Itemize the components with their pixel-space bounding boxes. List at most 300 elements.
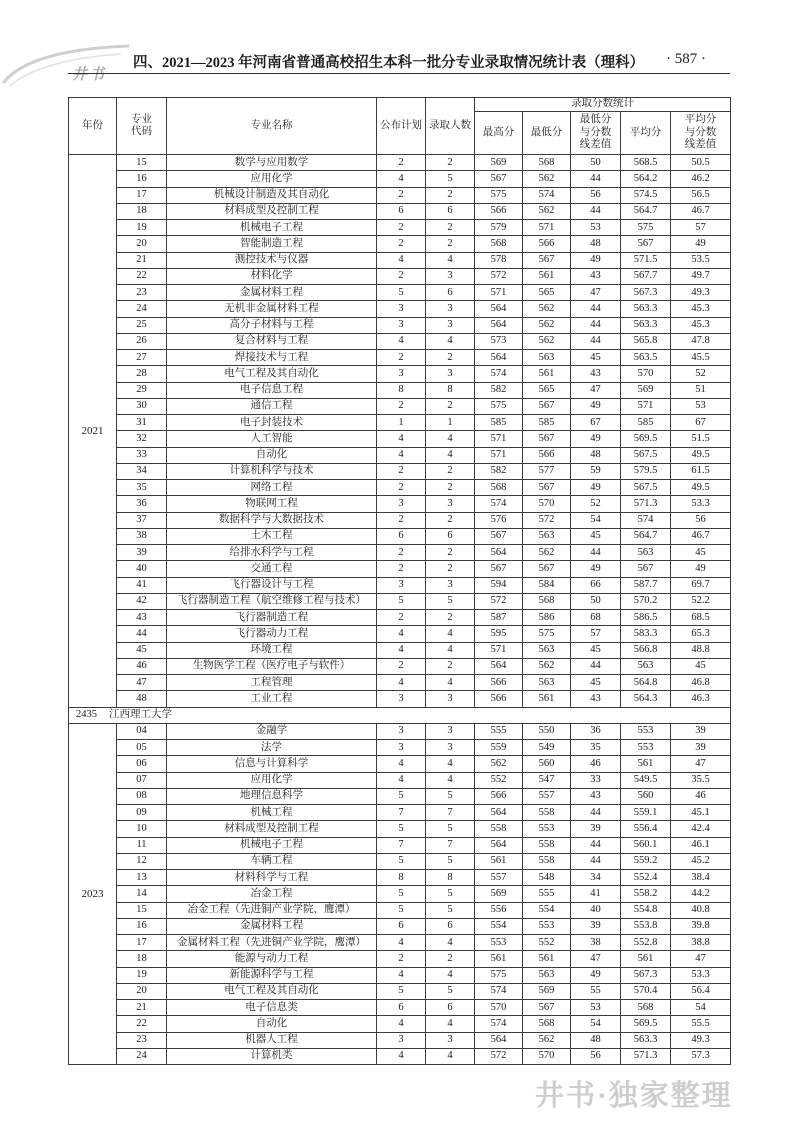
major-code-cell: 12 <box>117 853 167 869</box>
table-body <box>69 155 731 1065</box>
header-major-name: 专业名称 <box>167 98 377 155</box>
avg-score-diff-cell: 51 <box>671 382 731 398</box>
admitted-count-cell: 3 <box>426 691 475 707</box>
major-code-cell: 19 <box>117 967 167 983</box>
plan-count-cell: 8 <box>377 870 426 886</box>
max-score-cell: 575 <box>475 967 523 983</box>
avg-score-diff-cell: 46.8 <box>671 675 731 691</box>
avg-score-diff-cell: 56.4 <box>671 983 731 999</box>
table-row <box>69 431 731 447</box>
max-score-cell: 574 <box>475 366 523 382</box>
major-name-cell: 交通工程 <box>167 561 377 577</box>
admitted-count-cell: 2 <box>426 350 475 366</box>
avg-score-cell: 561 <box>621 951 671 967</box>
table-row <box>69 593 731 609</box>
min-score-cell: 562 <box>523 203 571 219</box>
major-code-cell: 48 <box>117 691 167 707</box>
avg-score-cell: 586.5 <box>621 610 671 626</box>
table-row <box>69 691 731 707</box>
min-score-diff-cell: 56 <box>571 187 621 203</box>
min-score-cell: 566 <box>523 447 571 463</box>
plan-count-cell: 2 <box>377 268 426 284</box>
major-code-cell: 43 <box>117 610 167 626</box>
max-score-cell: 566 <box>475 675 523 691</box>
avg-score-diff-cell: 44.2 <box>671 886 731 902</box>
plan-count-cell: 2 <box>377 480 426 496</box>
plan-count-cell: 3 <box>377 1032 426 1048</box>
major-code-cell: 29 <box>117 382 167 398</box>
avg-score-diff-cell: 45 <box>671 658 731 674</box>
major-name-cell: 电子信息类 <box>167 1000 377 1016</box>
major-name-cell: 物联网工程 <box>167 496 377 512</box>
avg-score-diff-cell: 57.3 <box>671 1048 731 1064</box>
min-score-diff-cell: 47 <box>571 285 621 301</box>
avg-score-diff-cell: 35.5 <box>671 772 731 788</box>
min-score-diff-cell: 43 <box>571 691 621 707</box>
avg-score-diff-cell: 55.5 <box>671 1016 731 1032</box>
min-score-diff-cell: 44 <box>571 658 621 674</box>
avg-score-diff-cell: 53.5 <box>671 252 731 268</box>
major-code-cell: 45 <box>117 642 167 658</box>
header-plan: 公布计划 <box>377 98 426 155</box>
max-score-cell: 561 <box>475 951 523 967</box>
min-score-diff-cell: 36 <box>571 723 621 739</box>
university-name: 江西理工大学 <box>109 709 172 721</box>
avg-score-diff-cell: 42.4 <box>671 821 731 837</box>
table-row <box>69 496 731 512</box>
min-score-diff-cell: 56 <box>571 1048 621 1064</box>
min-score-diff-cell: 44 <box>571 203 621 219</box>
avg-score-diff-cell: 46.7 <box>671 528 731 544</box>
admitted-count-cell: 2 <box>426 220 475 236</box>
min-score-diff-cell: 46 <box>571 756 621 772</box>
major-name-cell: 给排水科学与工程 <box>167 545 377 561</box>
min-score-cell: 555 <box>523 886 571 902</box>
avg-score-diff-cell: 53.3 <box>671 496 731 512</box>
plan-count-cell: 3 <box>377 723 426 739</box>
min-score-diff-cell: 39 <box>571 918 621 934</box>
avg-score-diff-cell: 45.1 <box>671 805 731 821</box>
max-score-cell: 582 <box>475 463 523 479</box>
max-score-cell: 564 <box>475 545 523 561</box>
major-code-cell: 18 <box>117 203 167 219</box>
admitted-count-cell: 4 <box>426 772 475 788</box>
major-name-cell: 数学与应用数学 <box>167 155 377 171</box>
max-score-cell: 568 <box>475 236 523 252</box>
avg-score-diff-cell: 56.5 <box>671 187 731 203</box>
avg-score-cell: 554.8 <box>621 902 671 918</box>
major-code-cell: 39 <box>117 545 167 561</box>
avg-score-cell: 563.5 <box>621 350 671 366</box>
min-score-cell: 547 <box>523 772 571 788</box>
plan-count-cell: 2 <box>377 951 426 967</box>
table-row <box>69 918 731 934</box>
avg-score-diff-cell: 69.7 <box>671 577 731 593</box>
admitted-count-cell: 3 <box>426 723 475 739</box>
avg-score-cell: 552.4 <box>621 870 671 886</box>
max-score-cell: 574 <box>475 1016 523 1032</box>
plan-count-cell: 4 <box>377 675 426 691</box>
major-code-cell: 21 <box>117 252 167 268</box>
max-score-cell: 564 <box>475 1032 523 1048</box>
plan-count-cell: 2 <box>377 398 426 414</box>
avg-score-cell: 568 <box>621 1000 671 1016</box>
avg-score-diff-cell: 49.7 <box>671 268 731 284</box>
major-code-cell: 06 <box>117 756 167 772</box>
table-row <box>69 463 731 479</box>
admitted-count-cell: 4 <box>426 252 475 268</box>
avg-score-diff-cell: 38.4 <box>671 870 731 886</box>
max-score-cell: 569 <box>475 155 523 171</box>
major-name-cell: 通信工程 <box>167 398 377 414</box>
admitted-count-cell: 3 <box>426 577 475 593</box>
min-score-cell: 569 <box>523 983 571 999</box>
major-code-cell: 24 <box>117 1048 167 1064</box>
avg-score-cell: 553 <box>621 740 671 756</box>
max-score-cell: 574 <box>475 983 523 999</box>
min-score-diff-cell: 54 <box>571 1016 621 1032</box>
major-name-cell: 电气工程及其自动化 <box>167 983 377 999</box>
major-code-cell: 09 <box>117 805 167 821</box>
max-score-cell: 562 <box>475 756 523 772</box>
min-score-cell: 570 <box>523 1048 571 1064</box>
admitted-count-cell: 5 <box>426 788 475 804</box>
min-score-cell: 586 <box>523 610 571 626</box>
max-score-cell: 558 <box>475 821 523 837</box>
avg-score-cell: 569.5 <box>621 431 671 447</box>
major-name-cell: 自动化 <box>167 447 377 463</box>
avg-score-diff-cell: 49.3 <box>671 1032 731 1048</box>
major-code-cell: 40 <box>117 561 167 577</box>
avg-score-cell: 560.1 <box>621 837 671 853</box>
major-name-cell: 金属材料工程 <box>167 918 377 934</box>
min-score-diff-cell: 44 <box>571 853 621 869</box>
major-code-cell: 20 <box>117 983 167 999</box>
max-score-cell: 564 <box>475 350 523 366</box>
table-row <box>69 837 731 853</box>
major-name-cell: 飞行器设计与工程 <box>167 577 377 593</box>
table-row <box>69 285 731 301</box>
major-code-cell: 22 <box>117 268 167 284</box>
major-code-cell: 25 <box>117 317 167 333</box>
major-code-cell: 38 <box>117 528 167 544</box>
min-score-diff-cell: 41 <box>571 886 621 902</box>
table-row <box>69 220 731 236</box>
min-score-cell: 558 <box>523 853 571 869</box>
plan-count-cell: 2 <box>377 463 426 479</box>
table-row <box>69 301 731 317</box>
major-name-cell: 飞行器制造工程（航空维修工程与技术） <box>167 593 377 609</box>
min-score-diff-cell: 44 <box>571 805 621 821</box>
major-code-cell: 28 <box>117 366 167 382</box>
max-score-cell: 567 <box>475 528 523 544</box>
avg-score-cell: 570.2 <box>621 593 671 609</box>
avg-score-diff-cell: 65.3 <box>671 626 731 642</box>
major-code-cell: 05 <box>117 740 167 756</box>
max-score-cell: 561 <box>475 853 523 869</box>
avg-score-cell: 567.3 <box>621 967 671 983</box>
header-row <box>69 98 731 112</box>
table-row <box>69 561 731 577</box>
avg-score-diff-cell: 54 <box>671 1000 731 1016</box>
min-score-cell: 563 <box>523 675 571 691</box>
major-name-cell: 无机非金属材料工程 <box>167 301 377 317</box>
avg-score-diff-cell: 51.5 <box>671 431 731 447</box>
admitted-count-cell: 4 <box>426 626 475 642</box>
plan-count-cell: 3 <box>377 366 426 382</box>
table-row <box>69 610 731 626</box>
plan-count-cell: 4 <box>377 756 426 772</box>
avg-score-diff-cell: 47 <box>671 756 731 772</box>
max-score-cell: 570 <box>475 1000 523 1016</box>
avg-score-diff-cell: 46.7 <box>671 203 731 219</box>
table-row <box>69 805 731 821</box>
min-score-cell: 561 <box>523 268 571 284</box>
plan-count-cell: 6 <box>377 918 426 934</box>
major-name-cell: 车辆工程 <box>167 853 377 869</box>
min-score-cell: 568 <box>523 1016 571 1032</box>
min-score-cell: 567 <box>523 480 571 496</box>
major-name-cell: 高分子材料与工程 <box>167 317 377 333</box>
major-name-cell: 工程管理 <box>167 675 377 691</box>
admitted-count-cell: 3 <box>426 268 475 284</box>
table-row <box>69 398 731 414</box>
plan-count-cell: 2 <box>377 610 426 626</box>
max-score-cell: 582 <box>475 382 523 398</box>
major-name-cell: 材料化学 <box>167 268 377 284</box>
admitted-count-cell: 4 <box>426 1048 475 1064</box>
min-score-diff-cell: 40 <box>571 902 621 918</box>
admitted-count-cell: 4 <box>426 1016 475 1032</box>
admitted-count-cell: 2 <box>426 480 475 496</box>
major-code-cell: 42 <box>117 593 167 609</box>
admitted-count-cell: 4 <box>426 642 475 658</box>
plan-count-cell: 2 <box>377 155 426 171</box>
max-score-cell: 571 <box>475 285 523 301</box>
table-row <box>69 236 731 252</box>
admitted-count-cell: 6 <box>426 203 475 219</box>
table-row <box>69 642 731 658</box>
major-name-cell: 冶金工程 <box>167 886 377 902</box>
avg-score-diff-cell: 52.2 <box>671 593 731 609</box>
admitted-count-cell: 5 <box>426 593 475 609</box>
admitted-count-cell: 5 <box>426 902 475 918</box>
max-score-cell: 595 <box>475 626 523 642</box>
avg-score-cell: 564.7 <box>621 528 671 544</box>
major-name-cell: 能源与动力工程 <box>167 951 377 967</box>
min-score-cell: 550 <box>523 723 571 739</box>
major-code-cell: 07 <box>117 772 167 788</box>
brand-logo: 井书 <box>72 67 107 83</box>
min-score-diff-cell: 44 <box>571 301 621 317</box>
max-score-cell: 567 <box>475 561 523 577</box>
plan-count-cell: 4 <box>377 431 426 447</box>
avg-score-cell: 559.2 <box>621 853 671 869</box>
min-score-cell: 553 <box>523 918 571 934</box>
min-score-diff-cell: 67 <box>571 415 621 431</box>
min-score-diff-cell: 49 <box>571 252 621 268</box>
avg-score-cell: 571.3 <box>621 496 671 512</box>
admission-stats-table <box>68 97 731 1065</box>
admitted-count-cell: 6 <box>426 1000 475 1016</box>
table-row <box>69 350 731 366</box>
min-score-cell: 568 <box>523 593 571 609</box>
brand-swoosh-icon <box>0 36 140 92</box>
min-score-diff-cell: 48 <box>571 236 621 252</box>
avg-score-cell: 567.3 <box>621 285 671 301</box>
min-score-cell: 567 <box>523 431 571 447</box>
min-score-cell: 577 <box>523 463 571 479</box>
table-row <box>69 675 731 691</box>
min-score-diff-cell: 49 <box>571 967 621 983</box>
avg-score-diff-cell: 38.8 <box>671 935 731 951</box>
plan-count-cell: 3 <box>377 740 426 756</box>
avg-score-diff-cell: 39.8 <box>671 918 731 934</box>
max-score-cell: 566 <box>475 691 523 707</box>
table-row <box>69 1032 731 1048</box>
max-score-cell: 566 <box>475 788 523 804</box>
major-code-cell: 11 <box>117 837 167 853</box>
min-score-diff-cell: 49 <box>571 431 621 447</box>
major-name-cell: 新能源科学与工程 <box>167 967 377 983</box>
avg-score-cell: 574.5 <box>621 187 671 203</box>
table-row <box>69 723 731 739</box>
avg-score-diff-cell: 49.3 <box>671 285 731 301</box>
table-row <box>69 951 731 967</box>
avg-score-cell: 585 <box>621 415 671 431</box>
avg-score-cell: 553 <box>621 723 671 739</box>
avg-score-diff-cell: 39 <box>671 723 731 739</box>
table-row <box>69 480 731 496</box>
major-code-cell: 23 <box>117 1032 167 1048</box>
avg-score-diff-cell: 46 <box>671 788 731 804</box>
table-row <box>69 415 731 431</box>
max-score-cell: 573 <box>475 333 523 349</box>
major-name-cell: 机械电子工程 <box>167 220 377 236</box>
max-score-cell: 579 <box>475 220 523 236</box>
major-name-cell: 机械设计制造及其自动化 <box>167 187 377 203</box>
table-row <box>69 268 731 284</box>
min-score-cell: 562 <box>523 1032 571 1048</box>
avg-score-cell: 561 <box>621 756 671 772</box>
admitted-count-cell: 2 <box>426 545 475 561</box>
min-score-diff-cell: 34 <box>571 870 621 886</box>
min-score-diff-cell: 48 <box>571 1032 621 1048</box>
avg-score-diff-cell: 49.5 <box>671 447 731 463</box>
major-name-cell: 网络工程 <box>167 480 377 496</box>
plan-count-cell: 2 <box>377 220 426 236</box>
max-score-cell: 572 <box>475 1048 523 1064</box>
min-score-diff-cell: 49 <box>571 480 621 496</box>
avg-score-cell: 563.3 <box>621 1032 671 1048</box>
plan-count-cell: 4 <box>377 642 426 658</box>
min-score-diff-cell: 35 <box>571 740 621 756</box>
min-score-cell: 572 <box>523 512 571 528</box>
admitted-count-cell: 3 <box>426 366 475 382</box>
admitted-count-cell: 2 <box>426 610 475 626</box>
avg-score-cell: 564.3 <box>621 691 671 707</box>
major-code-cell: 37 <box>117 512 167 528</box>
admitted-count-cell: 4 <box>426 447 475 463</box>
major-name-cell: 信息与计算科学 <box>167 756 377 772</box>
min-score-diff-cell: 68 <box>571 610 621 626</box>
major-name-cell: 人工智能 <box>167 431 377 447</box>
major-code-cell: 27 <box>117 350 167 366</box>
table-row <box>69 528 731 544</box>
avg-score-diff-cell: 57 <box>671 220 731 236</box>
major-code-cell: 20 <box>117 236 167 252</box>
major-name-cell: 计算机类 <box>167 1048 377 1064</box>
min-score-diff-cell: 47 <box>571 951 621 967</box>
max-score-cell: 567 <box>475 171 523 187</box>
admitted-count-cell: 3 <box>426 317 475 333</box>
table-row <box>69 252 731 268</box>
major-code-cell: 08 <box>117 788 167 804</box>
avg-score-cell: 571.3 <box>621 1048 671 1064</box>
avg-score-diff-cell: 67 <box>671 415 731 431</box>
plan-count-cell: 7 <box>377 805 426 821</box>
major-code-cell: 34 <box>117 463 167 479</box>
max-score-cell: 564 <box>475 301 523 317</box>
min-score-cell: 571 <box>523 220 571 236</box>
admitted-count-cell: 4 <box>426 935 475 951</box>
admitted-count-cell: 4 <box>426 967 475 983</box>
avg-score-cell: 566.8 <box>621 642 671 658</box>
table-row <box>69 821 731 837</box>
avg-score-cell: 568.5 <box>621 155 671 171</box>
plan-count-cell: 2 <box>377 545 426 561</box>
min-score-diff-cell: 45 <box>571 350 621 366</box>
table-row <box>69 967 731 983</box>
major-name-cell: 智能制造工程 <box>167 236 377 252</box>
min-score-cell: 553 <box>523 821 571 837</box>
major-name-cell: 金融学 <box>167 723 377 739</box>
plan-count-cell: 4 <box>377 967 426 983</box>
plan-count-cell: 4 <box>377 333 426 349</box>
admitted-count-cell: 4 <box>426 333 475 349</box>
avg-score-cell: 565.8 <box>621 333 671 349</box>
admitted-count-cell: 7 <box>426 805 475 821</box>
plan-count-cell: 4 <box>377 252 426 268</box>
header-min-score: 最低分 <box>523 112 571 155</box>
major-code-cell: 15 <box>117 902 167 918</box>
avg-score-cell: 564.8 <box>621 675 671 691</box>
min-score-cell: 567 <box>523 252 571 268</box>
major-name-cell: 电子信息工程 <box>167 382 377 398</box>
min-score-diff-cell: 49 <box>571 398 621 414</box>
major-name-cell: 计算机科学与技术 <box>167 463 377 479</box>
major-name-cell: 环境工程 <box>167 642 377 658</box>
header-major-code: 专业 代码 <box>117 98 167 155</box>
min-score-cell: 549 <box>523 740 571 756</box>
min-score-cell: 562 <box>523 301 571 317</box>
table-row <box>69 740 731 756</box>
min-score-diff-cell: 43 <box>571 788 621 804</box>
min-score-diff-cell: 50 <box>571 155 621 171</box>
major-name-cell: 工业工程 <box>167 691 377 707</box>
admitted-count-cell: 2 <box>426 512 475 528</box>
avg-score-diff-cell: 49.5 <box>671 480 731 496</box>
admitted-count-cell: 2 <box>426 658 475 674</box>
avg-score-diff-cell: 39 <box>671 740 731 756</box>
major-name-cell: 机械工程 <box>167 805 377 821</box>
min-score-diff-cell: 66 <box>571 577 621 593</box>
page-title: 四、2021—2023 年河南省普通高校招生本科一批分专业录取情况统计表（理科） <box>133 55 645 71</box>
header-score-stats: 录取分数统计 <box>475 98 731 112</box>
min-score-diff-cell: 44 <box>571 545 621 561</box>
table-row <box>69 317 731 333</box>
avg-score-diff-cell: 45 <box>671 545 731 561</box>
